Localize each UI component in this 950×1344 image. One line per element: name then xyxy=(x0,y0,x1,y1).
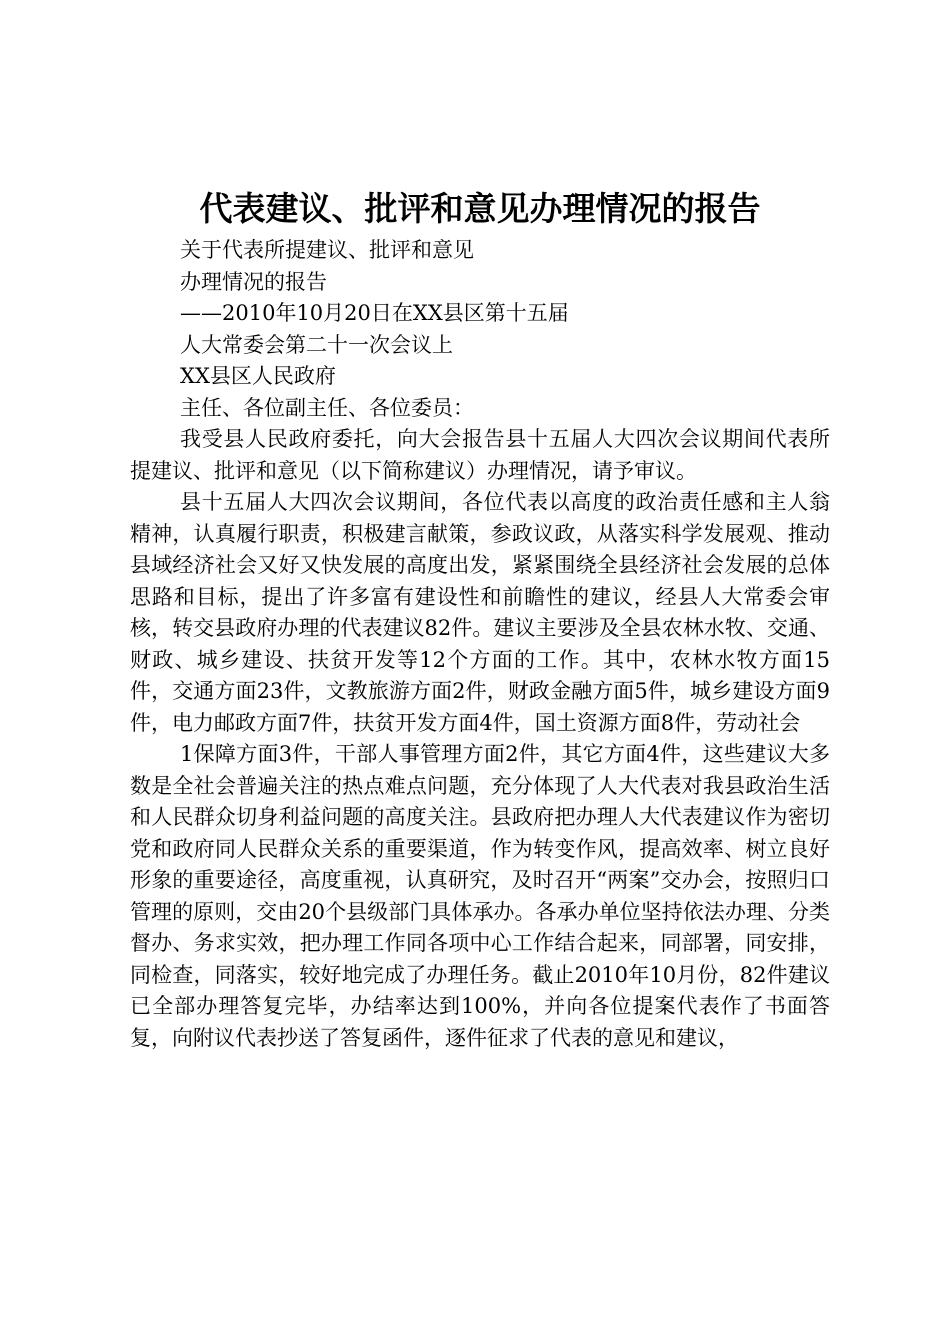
body-paragraph-overview: 县十五届人大四次会议期间，各位代表以高度的政治责任感和主人翁精神，认真履行职责，积极建言献策，参政议政，从落实科学发展观、推动县域经济社会又好又快发展的高度出发，紧紧围绕全县经济社会发展的总体思路和目标，提出了许多富有建设性和前瞻性的建议，经县人大常委会审核，转交县政府办理的代表建议82件。建议主要涉及全县农林水牧、交通、财政、城乡建设、扶贫开发等12个方面的工作。其中，农林水牧方面15件，交通方面23件，文教旅游方面2件，财政金融方面5件，城乡建设方面9件，电力邮政方面7件，扶贫开发方面4件，国土资源方面8件，劳动社会 xyxy=(130,490,830,735)
document-page xyxy=(130,185,830,1054)
header-line-author: XX县区人民政府 xyxy=(180,364,336,388)
document-title: 代表建议、批评和意见办理情况的报告 xyxy=(199,189,761,228)
header-line-subject: 关于代表所提建议、批评和意见 xyxy=(180,238,474,262)
salutation: 主任、各位副主任、各位委员： xyxy=(180,395,474,420)
header-line-subject-cont: 办理情况的报告 xyxy=(180,269,327,294)
body-paragraph-intro: 我受县人民政府委托，向大会报告县十五届人大四次会议期间代表所提建议、批评和意见（以下简称建议）办理情况，请予审议。 xyxy=(130,427,830,483)
header-line-date: ——2010年10月20日在XX县区第十五届 xyxy=(180,301,569,325)
body-paragraph-handling: 1保障方面3件，干部人事管理方面2件，其它方面4件，这些建议大多数是全社会普遍关注的热点难点问题，充分体现了人大代表对我县政治生活和人民群众切身利益问题的高度关注。县政府把办理人大代表建议作为密切党和政府同人民群众关系的重要渠道，作为转变作风，提高效率、树立良好形象的重要途径，高度重视，认真研究，及时召开“两案”交办会，按照归口管理的原则，交由20个县级部门具体承办。各承办单位坚持依法办理、分类督办、务求实效，把办理工作同各项中心工作结合起来，同部署，同安排，同检查，同落实，较好地完成了办理任务。截止2010年10月份，82件建议已全部办理答复完毕，办结率达到100%，并向各位提案代表作了书面答复，向附议代表抄送了答复函件，逐件征求了代表的意见和建议， xyxy=(130,742,830,1050)
header-line-meeting: 人大常委会第二十一次会议上 xyxy=(180,332,453,357)
